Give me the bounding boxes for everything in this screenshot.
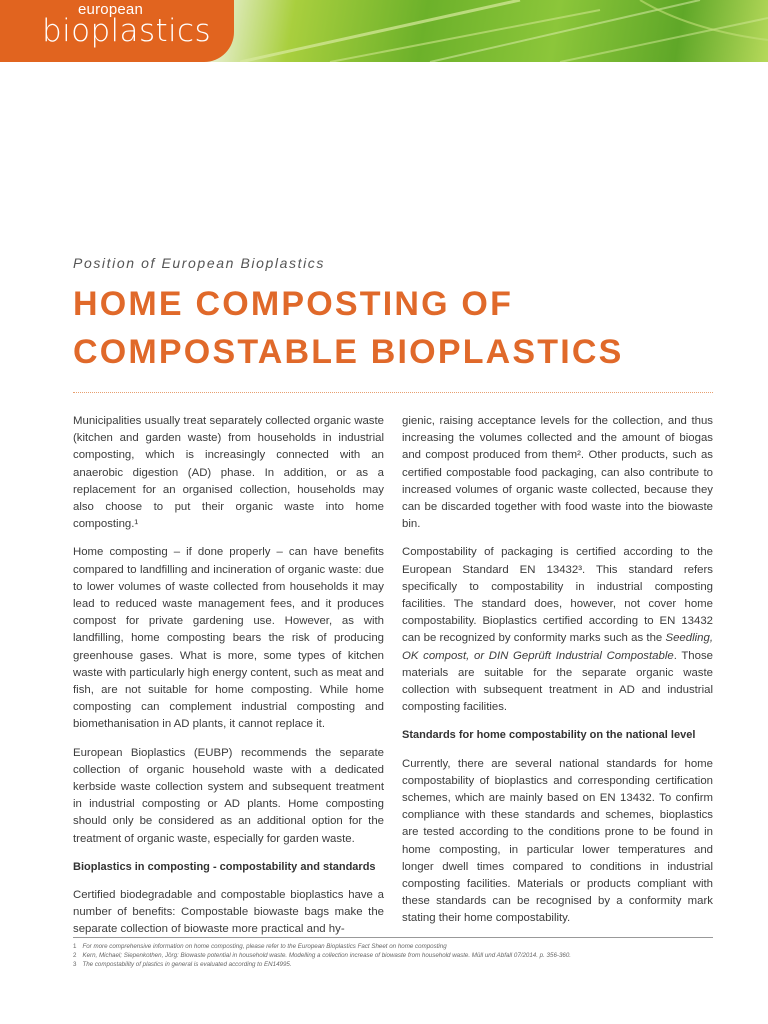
footnotes [73,942,713,969]
paragraph: Municipalities usually treat separately collected organic waste (kitchen and garden waste) from households in industrial composting, which is increasingly connected with an anaerobic digestion (AD) phase. In addition, or as a replacement for an organised collection, households may also choose to put their organic waste into home composting.¹ [73,415,384,531]
footnote-text: The compostability of plastics in general is evaluated according to EN14995. [82,961,292,968]
left-column [73,413,384,950]
title-line-2: COMPOSTABLE BIOPLASTICS [73,333,624,371]
section-heading: Standards for home compostability on the national level [402,729,696,742]
european-bioplastics-logo[interactable] [0,0,234,62]
right-column [402,413,713,939]
header-banner [0,0,768,62]
conformity-marks: Seedling, OK compost, or DIN Geprüft Industrial Compostable [402,632,713,662]
paragraph-text: . Those materials are suitable for the separate organic waste collection with subsequent treatment in AD and industrial composting facilities. [402,649,713,714]
footnote-number: 3 [73,961,77,968]
paragraph [402,544,713,716]
document-title [73,280,713,376]
title-divider [73,392,713,393]
footnote-text: For more comprehensive information on home composting, please refer to the European Bioplastics Fact Sheet on home composting [82,943,447,950]
footnote [73,960,713,969]
paragraph: Certified biodegradable and compostable bioplastics have a number of benefits: Compostable biowaste bags make the separate collection of biowaste more practical and hy- [73,889,384,936]
title-line-1: HOME COMPOSTING OF [73,285,514,323]
paragraph: gienic, raising acceptance levels for the collection, and thus increasing the volumes collected and the amount of biogas and compost produced from them². Other products, such as certified compostable food packaging, can also contribute to increased volumes of organic waste collected, because they can be discarded together with food waste into the biowaste bin. [402,415,713,531]
document-subtitle: Position of European Bioplastics [73,255,325,271]
footnote-divider [73,937,713,938]
logo-text-bioplastics: bioplastics [42,13,212,49]
footnote [73,942,713,951]
footnote-number: 1 [73,943,77,950]
footnote-text: Kern, Michael; Siepenkothen, Jörg: Biowaste potential in household waste. Modelling a collection increase of biowaste from household waste. Müll und Abfall 07/2014. p. 356-360. [82,952,571,959]
logo-text-european: european [78,1,143,18]
paragraph: European Bioplastics (EUBP) recommends the separate collection of organic household waste with a dedicated kerbside waste collection system and subsequent treatment in industrial composting or AD plants. Home composting should only be considered as an additional option for the treatment of organic waste, especially for garden waste. [73,746,384,845]
footnote [73,951,713,960]
section-heading: Bioplastics in composting - compostability and standards [73,860,376,873]
paragraph-text: Compostability of packaging is certified according to the European Standard EN 13432³. This standard refers specifically to compostability in industrial composting facilities. The standard does, however, not cover home compostability. Bioplastics certified according to EN 13432 can be recognized by conformity marks such as the [402,546,713,645]
paragraph: Currently, there are several national standards for home compostability of bioplastics and corresponding certification schemes, which are mainly based on EN 13432. To confirm compliance with these standards and schemes, bioplastics are tested according to the conditions prone to be found in home composting, in particular lower temperatures and longer dwell times compared to conditions in industrial composting facilities. Materials or products compliant with these standards can be recognised by a conformity mark stating their home compostability. [402,757,713,925]
paragraph: Home composting – if done properly – can have benefits compared to landfilling and incineration of organic waste: due to lower volumes of waste collected from households it may lead to reduced waste management fees, and it produces compost for private gardening use. However, as with landfilling, home composting bears the risk of producing greenhouse gases. What is more, some types of kitchen waste with particularly high energy content, such as meat and fish, are not suitable for home composting. While home composting can complement industrial composting and biomethanisation in AD plants, it cannot replace it. [73,546,384,731]
footnote-number: 2 [73,952,77,959]
